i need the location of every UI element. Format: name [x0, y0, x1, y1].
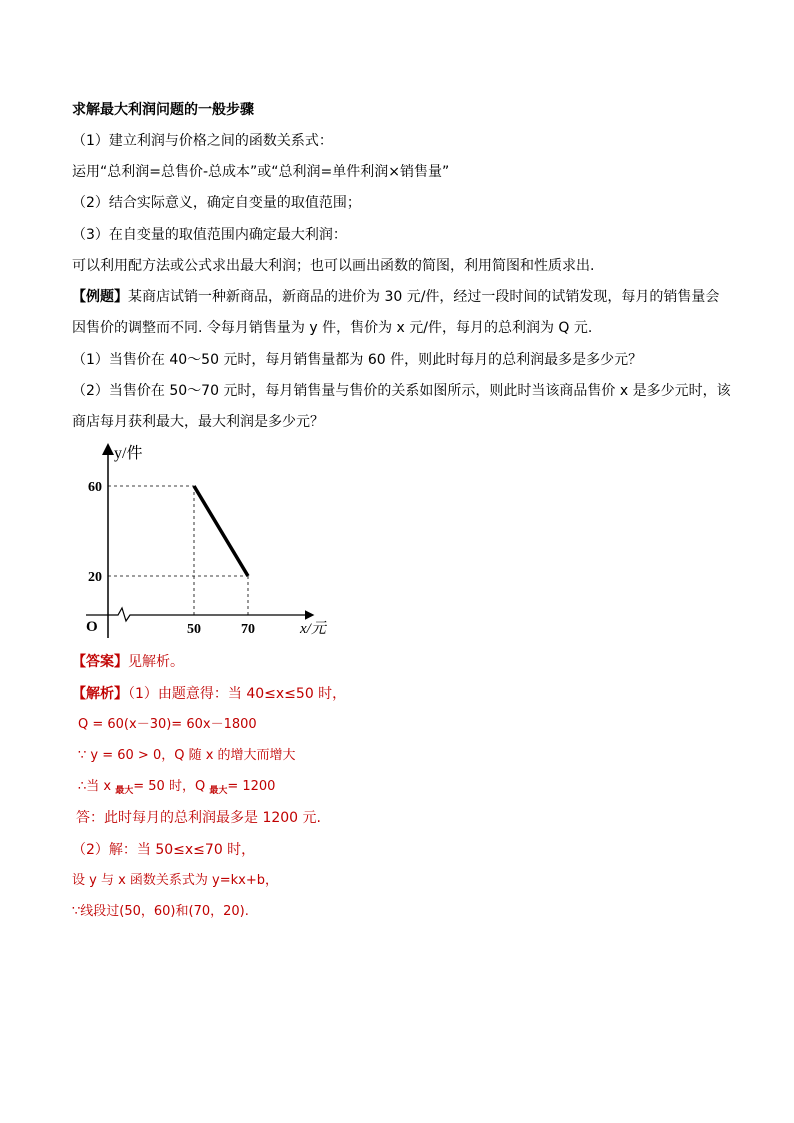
- section-heading: 求解最大利润问题的一般步骤: [72, 102, 254, 118]
- y-tick-label-60: 60: [88, 480, 102, 495]
- example-line-2: 因售价的调整而不同. 令每月销售量为 y 件，售价为 x 元/件，每月的总利润为 Q 元.: [72, 320, 593, 336]
- sales-graph: [72, 438, 352, 646]
- y-axis-label: y/件: [114, 445, 143, 462]
- analysis-line-6: （2）解：当 50≤x≤70 时，: [72, 842, 256, 858]
- answer-text: 见解析。: [128, 654, 184, 670]
- analysis-line-3: ∵ y = 60 > 0，Q 随 x 的增大而增大: [78, 748, 296, 763]
- subscript-max-1: 最大: [115, 786, 134, 796]
- question-2-line-1: （2）当售价在 50～70 元时，每月销售量与售价的关系如图所示，则此时当该商品售价 x 是多少元时，该: [72, 383, 731, 399]
- formula-line: 运用“总利润=总售价-总成本”或“总利润=单件利润×销售量”: [72, 164, 450, 180]
- x-axis: [86, 608, 312, 621]
- origin-label: O: [86, 619, 98, 635]
- example-line-1: [72, 288, 719, 306]
- step-1: （1）建立利润与价格之间的函数关系式：: [72, 133, 333, 149]
- analysis-line-4: [78, 778, 275, 800]
- analysis-line-2: Q = 60(x－30)= 60x－1800: [78, 717, 257, 732]
- analysis-line-4-c: = 1200: [227, 779, 276, 794]
- x-tick-label-50: 50: [187, 622, 201, 637]
- x-axis-label: x/元: [300, 621, 326, 637]
- analysis-line-7: 设 y 与 x 函数关系式为 y=kx+b，: [72, 873, 279, 888]
- series-segment: [194, 486, 248, 576]
- analysis-line-8: ∵线段过(50，60)和(70，20).: [72, 904, 249, 919]
- question-1: （1）当售价在 40～50 元时，每月销售量都为 60 件，则此时每月的总利润最多是多少元？: [72, 352, 643, 368]
- x-tick-label-70: 70: [241, 622, 255, 637]
- y-tick-label-20: 20: [88, 570, 102, 585]
- example-text-1: 某商店试销一种新商品，新商品的进价为 30 元/件，经过一段时间的试销发现，每月的销售量会: [128, 289, 720, 305]
- analysis-line-5: 答：此时每月的总利润最多是 1200 元.: [76, 810, 321, 826]
- analysis-line-1: [72, 685, 346, 703]
- method-line: 可以利用配方法或公式求出最大利润；也可以画出函数的简图，利用简图和性质求出.: [72, 258, 595, 274]
- analysis-text-1: （1）由题意得：当 40≤x≤50 时，: [128, 686, 347, 702]
- subscript-max-2: 最大: [209, 786, 228, 796]
- answer-tag: 【答案】: [72, 654, 128, 670]
- analysis-line-4-b: = 50 时，Q: [133, 779, 210, 794]
- analysis-line-4-a: ∴当 x: [78, 779, 116, 794]
- answer-line: [72, 653, 184, 671]
- step-3: （3）在自变量的取值范围内确定最大利润：: [72, 227, 347, 243]
- example-tag: 【例题】: [72, 289, 128, 305]
- question-2-line-2: 商店每月获利最大，最大利润是多少元？: [72, 414, 324, 430]
- step-2: （2）结合实际意义，确定自变量的取值范围；: [72, 195, 361, 211]
- analysis-tag: 【解析】: [72, 686, 128, 702]
